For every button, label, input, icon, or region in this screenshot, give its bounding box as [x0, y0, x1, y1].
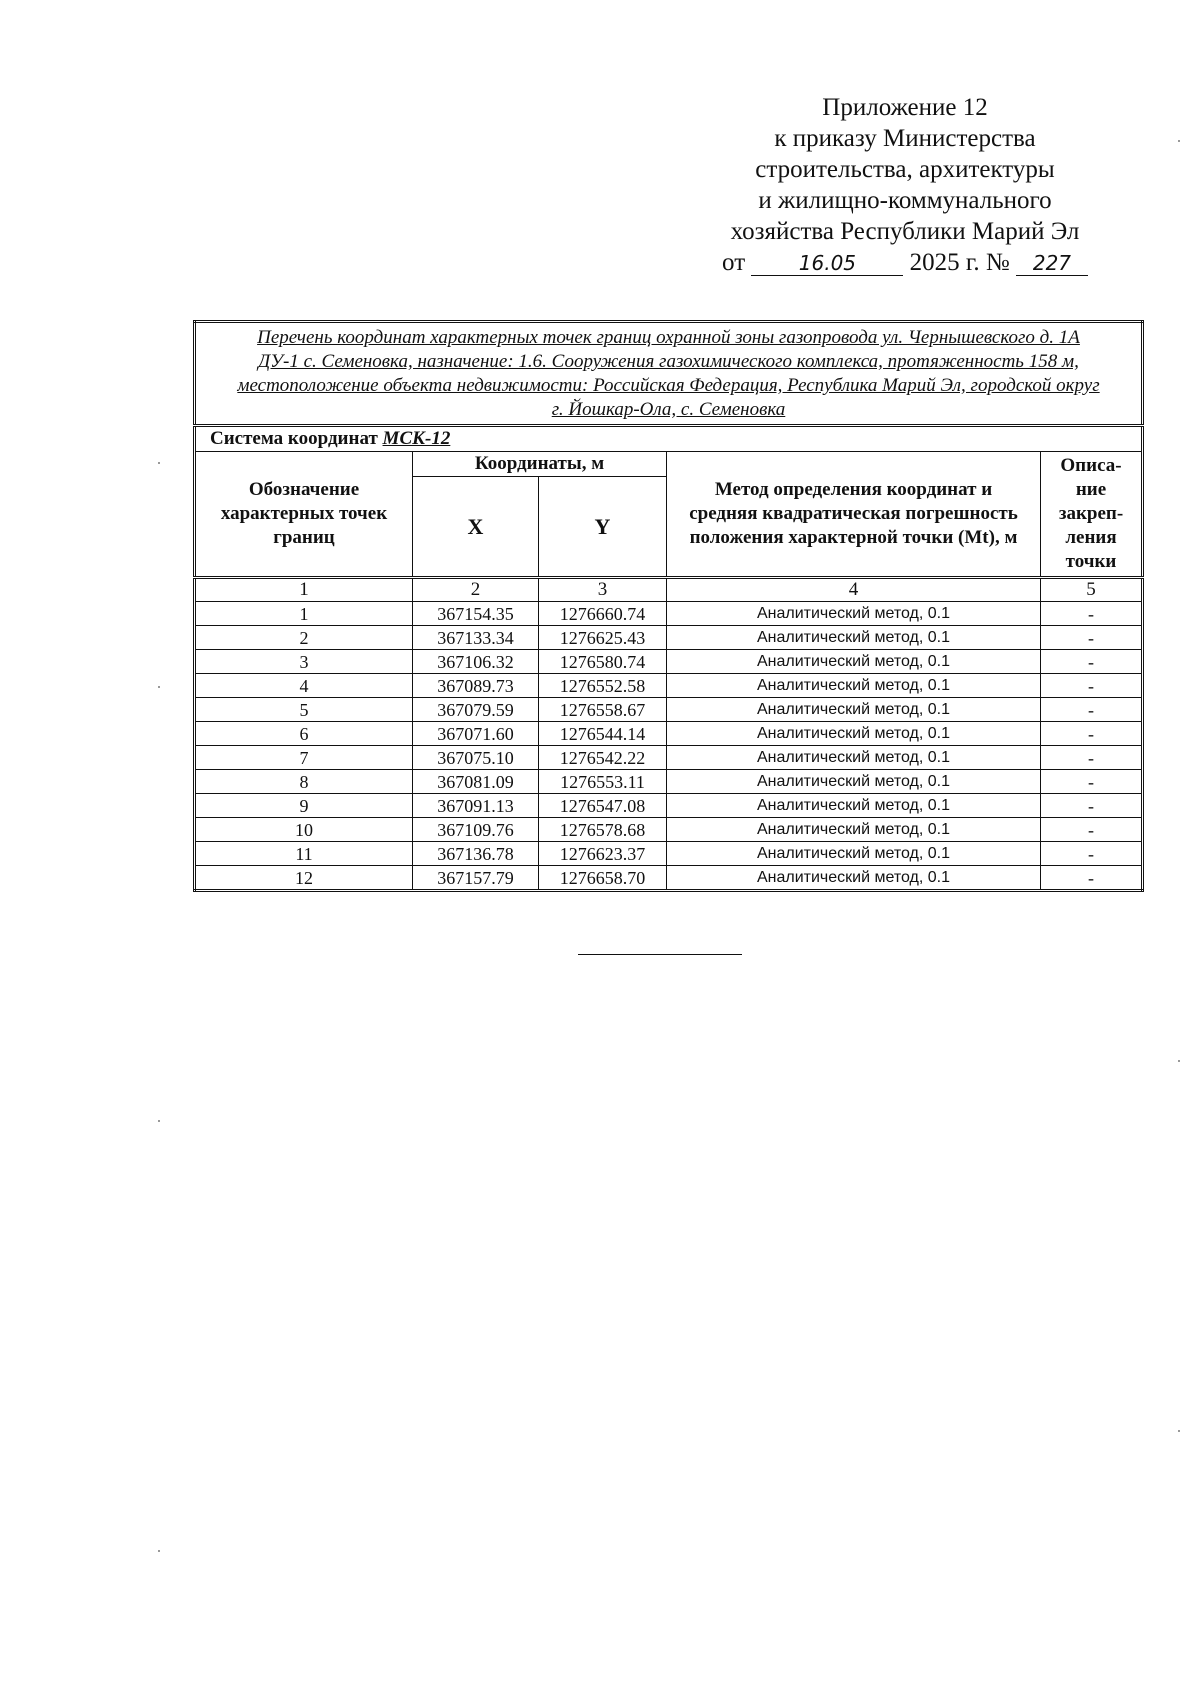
header-coordinates: Координаты, м — [413, 452, 667, 477]
table-row — [195, 842, 1143, 866]
coord-x: 367157.79 — [413, 866, 539, 891]
coord-x: 367075.10 — [413, 746, 539, 770]
header-description: Описа-ние закреп-ления точки — [1041, 452, 1143, 578]
description-cell: - — [1041, 698, 1143, 722]
header-row-1 — [195, 452, 1143, 477]
column-number: 3 — [539, 578, 667, 602]
method-cell: Аналитический метод, 0.1 — [667, 746, 1041, 770]
appendix-line-4: и жилищно-коммунального — [758, 187, 1052, 214]
coord-y: 1276580.74 — [539, 650, 667, 674]
point-id: 8 — [195, 770, 413, 794]
point-id: 2 — [195, 626, 413, 650]
header-y: Y — [539, 477, 667, 578]
system-row — [195, 426, 1143, 452]
table-row — [195, 626, 1143, 650]
description-cell: - — [1041, 650, 1143, 674]
point-id: 12 — [195, 866, 413, 891]
method-cell: Аналитический метод, 0.1 — [667, 842, 1041, 866]
scan-speck — [1178, 1060, 1180, 1062]
coord-y: 1276658.70 — [539, 866, 667, 891]
description-cell: - — [1041, 794, 1143, 818]
scan-speck — [158, 462, 160, 464]
coord-y: 1276558.67 — [539, 698, 667, 722]
description-cell: - — [1041, 746, 1143, 770]
coord-y: 1276544.14 — [539, 722, 667, 746]
coordinate-system — [195, 426, 1143, 452]
coord-y: 1276623.37 — [539, 842, 667, 866]
method-cell: Аналитический метод, 0.1 — [667, 602, 1041, 626]
end-separator-line — [578, 954, 742, 955]
scan-speck — [1178, 1430, 1180, 1432]
table-row — [195, 698, 1143, 722]
scan-speck — [158, 1120, 160, 1122]
table-row — [195, 650, 1143, 674]
coord-y: 1276660.74 — [539, 602, 667, 626]
appendix-line-3: строительства, архитектуры — [755, 156, 1055, 183]
point-id: 3 — [195, 650, 413, 674]
column-number-row — [195, 578, 1143, 602]
order-date-line — [690, 247, 1120, 278]
coord-y: 1276542.22 — [539, 746, 667, 770]
coord-y: 1276553.11 — [539, 770, 667, 794]
column-number: 1 — [195, 578, 413, 602]
coord-x: 367154.35 — [413, 602, 539, 626]
coord-y: 1276552.58 — [539, 674, 667, 698]
description-cell: - — [1041, 722, 1143, 746]
coord-x: 367071.60 — [413, 722, 539, 746]
table-row — [195, 746, 1143, 770]
system-label: Система координат — [210, 428, 378, 449]
method-cell: Аналитический метод, 0.1 — [667, 866, 1041, 891]
column-number: 4 — [667, 578, 1041, 602]
column-number: 2 — [413, 578, 539, 602]
coord-y: 1276625.43 — [539, 626, 667, 650]
appendix-line-2: к приказу Министерства — [774, 125, 1036, 152]
table-row — [195, 794, 1143, 818]
table-row — [195, 770, 1143, 794]
description-cell: - — [1041, 674, 1143, 698]
description-cell: - — [1041, 770, 1143, 794]
column-number: 5 — [1041, 578, 1143, 602]
table-row — [195, 722, 1143, 746]
method-cell: Аналитический метод, 0.1 — [667, 722, 1041, 746]
description-cell: - — [1041, 866, 1143, 891]
method-cell: Аналитический метод, 0.1 — [667, 818, 1041, 842]
point-id: 11 — [195, 842, 413, 866]
method-cell: Аналитический метод, 0.1 — [667, 626, 1041, 650]
description-cell: - — [1041, 602, 1143, 626]
coord-x: 367133.34 — [413, 626, 539, 650]
description-cell: - — [1041, 818, 1143, 842]
table-row — [195, 818, 1143, 842]
scan-speck — [1178, 140, 1180, 142]
coord-x: 367106.32 — [413, 650, 539, 674]
table-row — [195, 866, 1143, 891]
coord-x: 367081.09 — [413, 770, 539, 794]
date-prefix: от — [722, 249, 746, 276]
appendix-line-5: хозяйства Республики Марий Эл — [730, 218, 1080, 245]
table-row — [195, 602, 1143, 626]
description-cell: - — [1041, 842, 1143, 866]
point-id: 6 — [195, 722, 413, 746]
point-id: 7 — [195, 746, 413, 770]
table-caption: Перечень координат характерных точек границ охранной зоны газопровода ул. Чернышевского д. 1А ДУ-1 с. Семеновка, назначение: 1.6. Сооружения газохимического комплекса, протяженность 158 м, местоположение объекта недвижимости: Российская Федерация, Республика Марий Эл, городской округ г. Йошкар-Ола, с. Семеновка — [195, 322, 1143, 426]
appendix-stamp — [690, 92, 1120, 278]
method-cell: Аналитический метод, 0.1 — [667, 794, 1041, 818]
caption-row — [195, 322, 1143, 426]
method-cell: Аналитический метод, 0.1 — [667, 650, 1041, 674]
description-cell: - — [1041, 626, 1143, 650]
point-id: 1 — [195, 602, 413, 626]
header-point: Обозначение характерных точек границ — [195, 452, 413, 578]
coord-y: 1276547.08 — [539, 794, 667, 818]
point-id: 5 — [195, 698, 413, 722]
scan-speck — [158, 686, 160, 688]
coord-x: 367109.76 — [413, 818, 539, 842]
year-number-label: 2025 г. № — [909, 249, 1010, 276]
method-cell: Аналитический метод, 0.1 — [667, 698, 1041, 722]
coordinates-table — [193, 320, 1144, 892]
point-id: 10 — [195, 818, 413, 842]
coord-y: 1276578.68 — [539, 818, 667, 842]
handwritten-order-number: 227 — [1016, 251, 1088, 276]
handwritten-date: 16.05 — [751, 251, 903, 276]
point-id: 9 — [195, 794, 413, 818]
coord-x: 367136.78 — [413, 842, 539, 866]
method-cell: Аналитический метод, 0.1 — [667, 770, 1041, 794]
table-row — [195, 674, 1143, 698]
coord-x: 367079.59 — [413, 698, 539, 722]
coord-x: 367091.13 — [413, 794, 539, 818]
header-x: X — [413, 477, 539, 578]
system-name: МСК-12 — [382, 428, 451, 449]
header-method: Метод определения координат и средняя квадратическая погрешность положения характерной точки (Mt), м — [667, 452, 1041, 578]
coord-x: 367089.73 — [413, 674, 539, 698]
scan-speck — [158, 1550, 160, 1552]
appendix-line-1: Приложение 12 — [822, 94, 988, 121]
point-id: 4 — [195, 674, 413, 698]
method-cell: Аналитический метод, 0.1 — [667, 674, 1041, 698]
